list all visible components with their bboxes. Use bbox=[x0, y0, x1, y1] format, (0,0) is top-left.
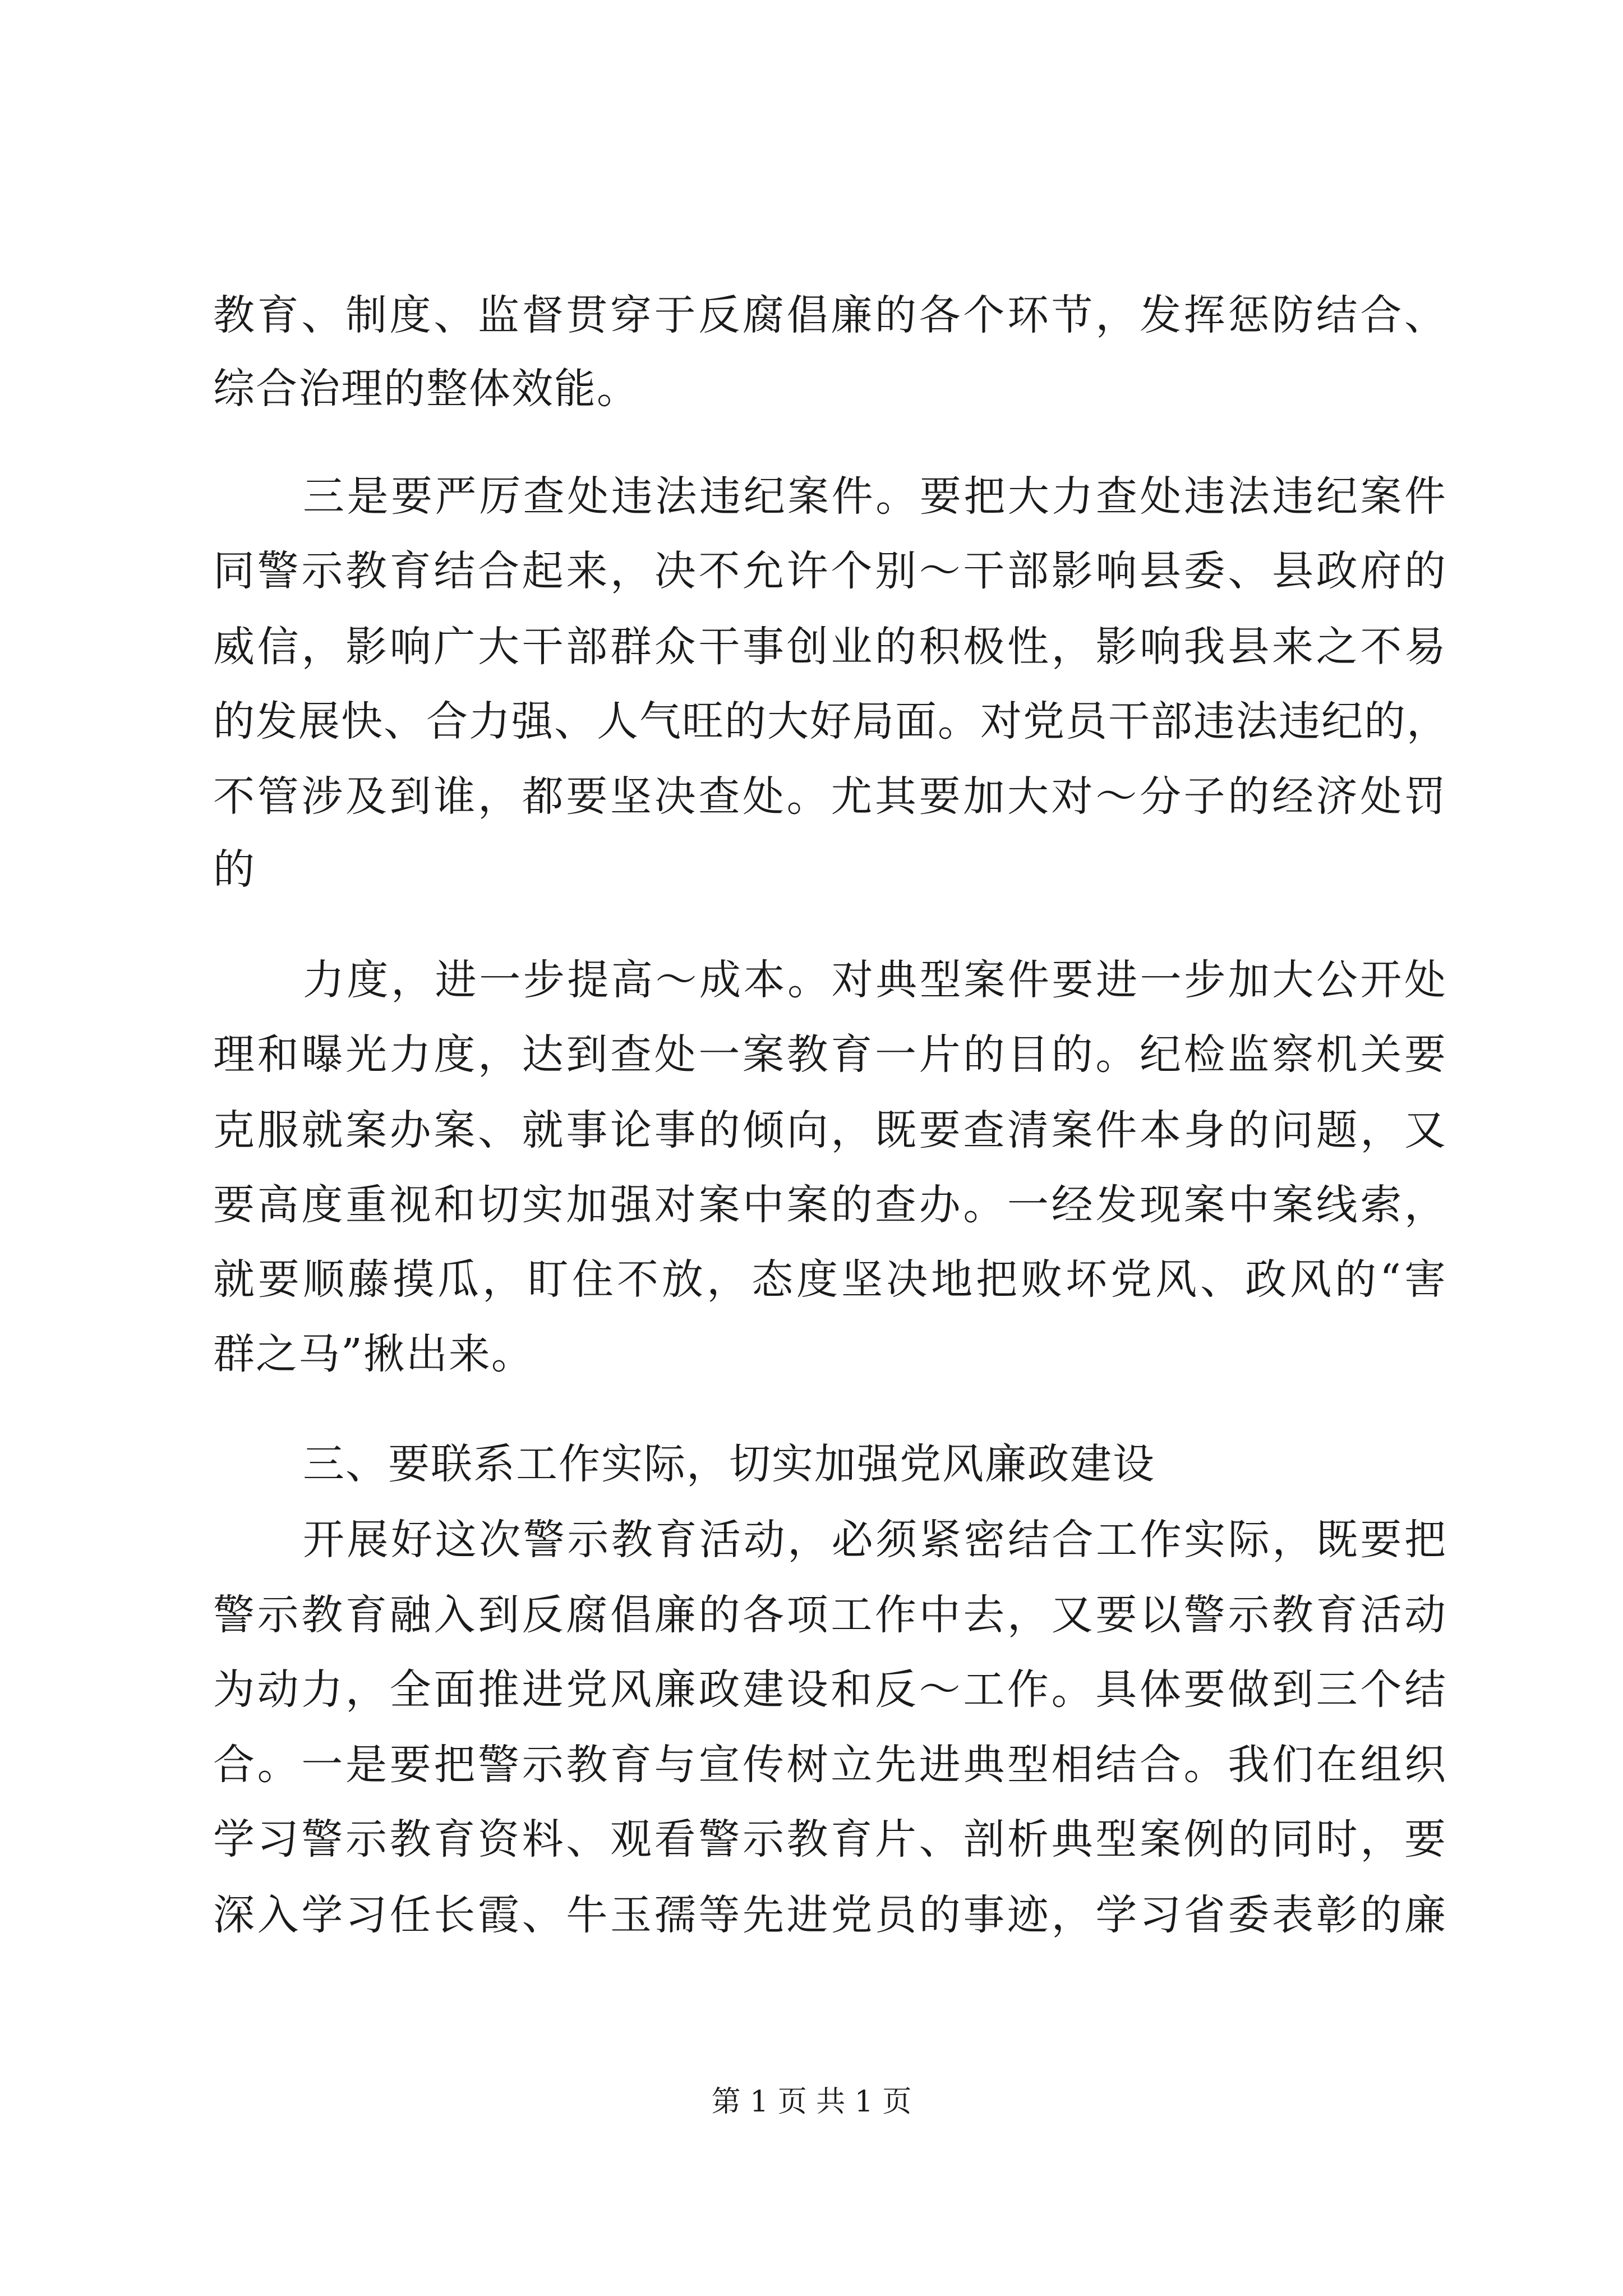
text-line: 为动力，全面推进党风廉政建设和反～工作。具体要做到三个结 bbox=[213, 1665, 1447, 1714]
text-line: 教育、制度、监督贯穿于反腐倡廉的各个环节，发挥惩防结合、 bbox=[213, 291, 1447, 339]
text-line: 不管涉及到谁，都要坚决查处。尤其要加大对～分子的经济处罚 bbox=[213, 772, 1447, 821]
text-line: 的发展快、合力强、人气旺的大好局面。对党员干部违法违纪的， bbox=[213, 697, 1449, 746]
text-line: 的 bbox=[213, 845, 256, 894]
text-line: 警示教育融入到反腐倡廉的各项工作中去，又要以警示教育活动 bbox=[213, 1591, 1447, 1639]
text-line: 就要顺藤摸瓜，盯住不放，态度坚决地把败坏党风、政风的“害 bbox=[213, 1255, 1447, 1304]
text-line: 克服就案办案、就事论事的倾向，既要查清案件本身的问题，又 bbox=[213, 1106, 1447, 1154]
paragraph-start-line: 三是要严厉查处违法违纪案件。要把大力查处违法违纪案件 bbox=[303, 472, 1447, 521]
text-line: 威信，影响广大干部群众干事创业的积极性，影响我县来之不易 bbox=[213, 623, 1447, 671]
paragraph-start-line: 开展好这次警示教育活动，必须紧密结合工作实际，既要把 bbox=[303, 1516, 1447, 1564]
text-line: 群之马”揪出来。 bbox=[213, 1330, 534, 1378]
section-heading: 三、要联系工作实际，切实加强党风廉政建设 bbox=[303, 1440, 1155, 1488]
text-line: 要高度重视和切实加强对案中案的查办。一经发现案中案线索， bbox=[213, 1181, 1447, 1229]
text-line: 深入学习任长霞、牛玉孺等先进党员的事迹，学习省委表彰的廉 bbox=[213, 1891, 1447, 1939]
text-line: 综合治理的整体效能。 bbox=[213, 365, 639, 413]
text-line: 学习警示教育资料、观看警示教育片、剖析典型案例的同时，要 bbox=[213, 1815, 1447, 1864]
page-footer: 第 1 页 共 1 页 bbox=[711, 2085, 912, 2119]
text-line: 同警示教育结合起来，决不允许个别～干部影响县委、县政府的 bbox=[213, 547, 1447, 595]
text-line: 合。一是要把警示教育与宣传树立先进典型相结合。我们在组织 bbox=[213, 1741, 1447, 1789]
paragraph-start-line: 力度，进一步提高～成本。对典型案件要进一步加大公开处 bbox=[303, 956, 1447, 1004]
text-line: 理和曝光力度，达到查处一案教育一片的目的。纪检监察机关要 bbox=[213, 1030, 1447, 1079]
